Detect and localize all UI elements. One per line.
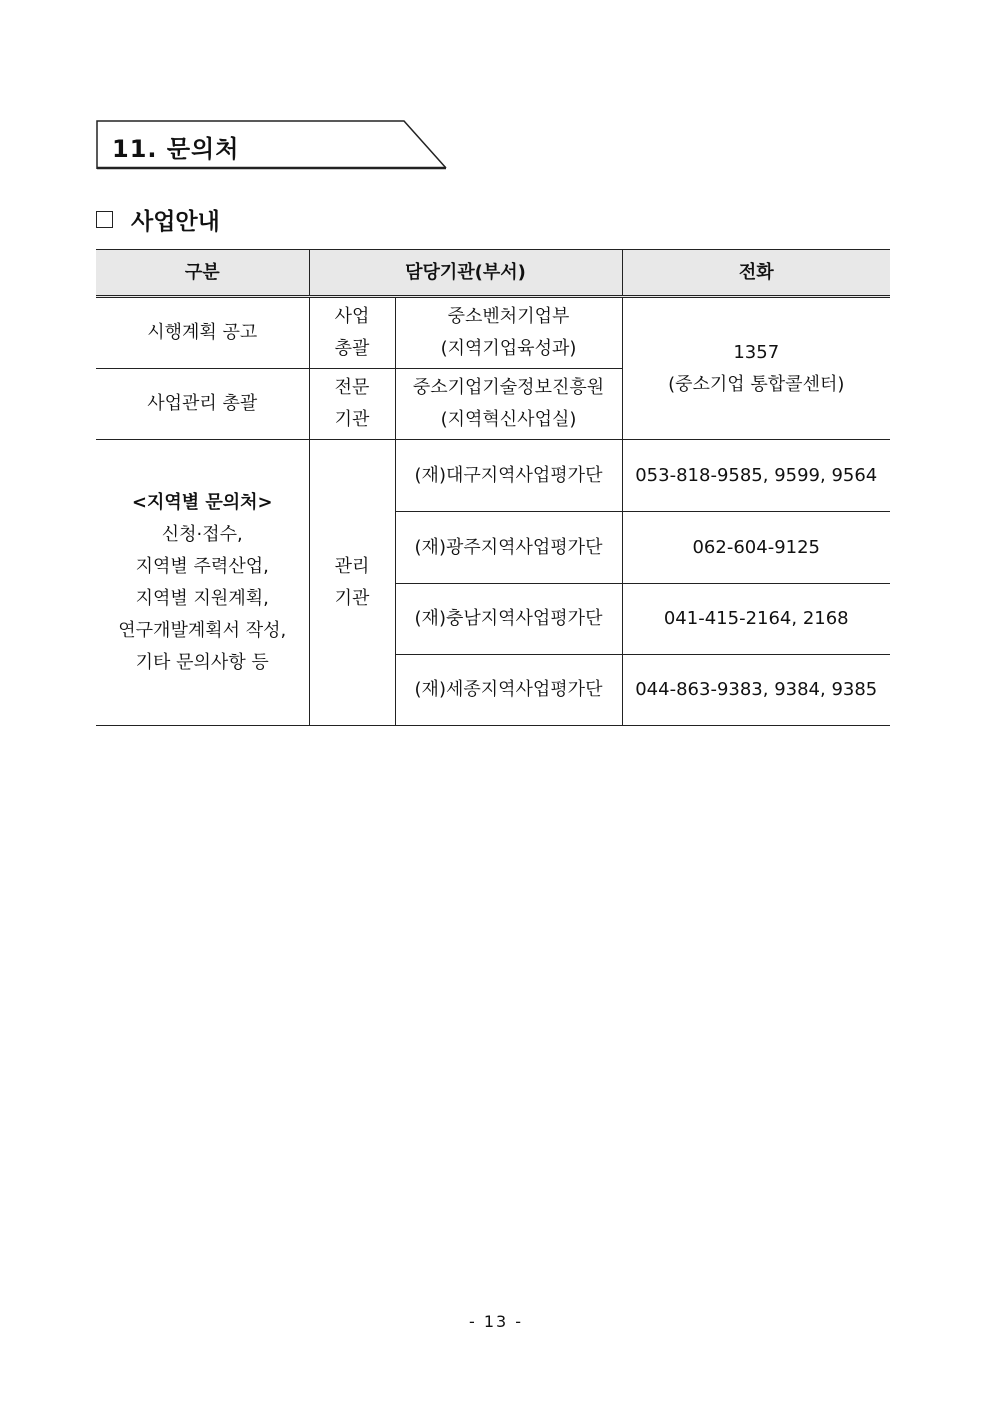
shared-phone-number: 1357 [733, 341, 780, 363]
subheading-text: 사업안내 [131, 208, 220, 235]
row-role-line2: 기관 [334, 409, 370, 430]
agency-phone: 062-604-9125 [622, 512, 890, 584]
agency-name: (재)광주지역사업평가단 [395, 512, 622, 584]
regional-line: 연구개발계획서 작성, [118, 619, 287, 641]
regional-line: 지역별 주력산업, [135, 555, 269, 577]
agency-name: (재)충남지역사업평가단 [395, 584, 622, 655]
regional-line: 지역별 지원계획, [135, 587, 269, 609]
row-role-line2: 총괄 [334, 338, 370, 359]
row-category: 시행계획 공고 [96, 297, 309, 369]
checkbox-square-icon [96, 211, 113, 228]
row-role-line1: 전문 [334, 377, 370, 398]
agency-phone: 044-863-9383, 9384, 9385 [622, 655, 890, 726]
row-org [395, 297, 622, 369]
shared-phone-cell [622, 297, 890, 440]
row-category: 사업관리 총괄 [96, 369, 309, 440]
section-title: 11. 문의처 [112, 135, 240, 163]
row-org-line2: (지역혁신사업실) [440, 409, 577, 430]
regional-role-line1: 관리 [334, 555, 370, 577]
table-row [96, 440, 890, 512]
agency-name: (재)세종지역사업평가단 [395, 655, 622, 726]
header-agency: 담당기관(부서) [309, 250, 622, 297]
agency-name: (재)대구지역사업평가단 [395, 440, 622, 512]
row-org-line1: 중소벤처기업부 [447, 306, 570, 327]
header-phone: 전화 [622, 250, 890, 297]
regional-role-line2: 기관 [334, 587, 370, 609]
table-row [96, 297, 890, 369]
row-org-line2: (지역기업육성과) [440, 338, 577, 359]
shared-phone-label: (중소기업 통합콜센터) [668, 373, 845, 395]
subheading [96, 204, 220, 234]
regional-line: 기타 문의사항 등 [135, 651, 269, 673]
row-org-line1: 중소기업기술정보진흥원 [412, 377, 605, 398]
row-org [395, 369, 622, 440]
section-header [96, 120, 448, 170]
contact-table [96, 249, 890, 726]
regional-title: <지역별 문의처> [131, 491, 273, 513]
row-role [309, 369, 395, 440]
row-role [309, 297, 395, 369]
regional-role-cell [309, 440, 395, 726]
agency-phone: 041-415-2164, 2168 [622, 584, 890, 655]
table-header-row [96, 250, 890, 297]
agency-phone: 053-818-9585, 9599, 9564 [622, 440, 890, 512]
page-number: - 13 - [468, 1312, 524, 1331]
regional-info-cell [96, 440, 309, 726]
regional-line: 신청·접수, [161, 523, 243, 545]
header-category: 구분 [96, 250, 309, 297]
row-role-line1: 사업 [334, 306, 370, 327]
